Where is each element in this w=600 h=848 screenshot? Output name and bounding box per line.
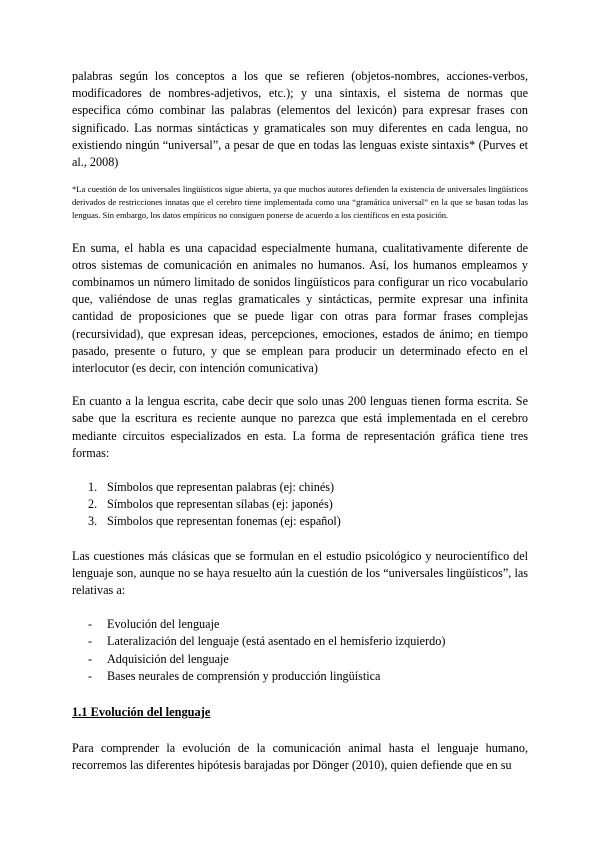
list-dash: -	[88, 668, 93, 683]
section-heading: 1.1 Evolución del lenguaje	[72, 705, 211, 720]
body-paragraph-syntax: palabras según los conceptos a los que se refieren (objetos-nombres, acciones-verbos, modificadores de nombres-adjetivos, etc.); y una sintaxis, el sistema de normas que especifica cómo combinar las palabras (elementos del lexicón) para expresar frases con significado. Las normas sintácticas y gramaticales son muy diferentes en cada lengua, no existiendo ningún “universal”, a pesar de que en todas las lenguas existe sintaxis* (Purves et al., 2008)	[72, 69, 528, 170]
list-item	[72, 668, 528, 685]
body-paragraph-speech: En suma, el habla es una capacidad especialmente humana, cualitativamente diferente de otros sistemas de comunicación en animales no humanos. Así, los humanos empleamos y combinamos un número limitado de sonidos lingüísticos para configurar un rico vocabulario que, valiéndose de unas reglas gramaticales y sintácticas, permite expresar una infinita cantidad de proposiciones que se puede ligar con otras para formar frases complejas (recursividad), que expresan ideas, percepciones, emociones, estados de ánimo; en tiempo pasado, presente o futuro, y que se emplean para producir un determinado efecto en el interlocutor (es decir, con intención comunicativa)	[72, 240, 528, 376]
list-item-text: Evolución del lenguaje	[107, 617, 220, 632]
list-item	[72, 616, 528, 633]
list-item-text: Bases neurales de comprensión y producción lingüística	[107, 668, 381, 683]
list-item-text: Símbolos que representan sílabas (ej: japonés)	[107, 497, 333, 512]
list-dash: -	[88, 651, 93, 666]
numbered-list-writing-forms	[72, 479, 528, 531]
list-item-text: Símbolos que representan fonemas (ej: español)	[107, 514, 341, 529]
list-dash: -	[88, 634, 93, 649]
list-item	[72, 513, 528, 530]
list-item	[72, 479, 528, 496]
body-paragraph-writing: En cuanto a la lengua escrita, cabe decir que solo unas 200 lenguas tienen forma escrita. Se sabe que la escritura es reciente aunque no parezca que está implementada en el cerebro mediante circuitos especializados en esta. La forma de representación gráfica tiene tres formas:	[72, 394, 528, 460]
body-paragraph-questions: Las cuestiones más clásicas que se formulan en el estudio psicológico y neurocientífico del lenguaje son, aunque no se haya resuelto aún la cuestión de los “universales lingüísticos”, las relativas a:	[72, 548, 528, 598]
list-number: 1.	[88, 480, 98, 495]
list-number: 2.	[88, 497, 98, 512]
list-item	[72, 651, 528, 668]
list-dash: -	[88, 617, 93, 632]
document-page	[72, 68, 528, 774]
footnote-universals: *La cuestión de los universales lingüísticos sigue abierta, ya que muchos autores defienden la existencia de universales lingüísticos derivados de restricciones innatas que el cerebro tiene implementada como una “gramática universal” en la que se basan todas las lenguas. Sin embargo, los datos empíricos no consiguen ponerse de acuerdo a los científicos en esta posición.	[72, 184, 528, 220]
list-item	[72, 496, 528, 513]
list-item-text: Lateralización del lenguaje (está asentado en el hemisferio izquierdo)	[107, 634, 446, 649]
bullet-list-topics	[72, 616, 528, 685]
list-item	[72, 633, 528, 650]
list-number: 3.	[88, 514, 98, 529]
list-item-text: Símbolos que representan palabras (ej: chinés)	[107, 480, 335, 495]
body-paragraph-evolution: Para comprender la evolución de la comunicación animal hasta el lenguaje humano, recorremos las diferentes hipótesis barajadas por Dönger (2010), quien defiende que en su	[72, 741, 528, 773]
list-item-text: Adquisición del lenguaje	[107, 651, 229, 666]
